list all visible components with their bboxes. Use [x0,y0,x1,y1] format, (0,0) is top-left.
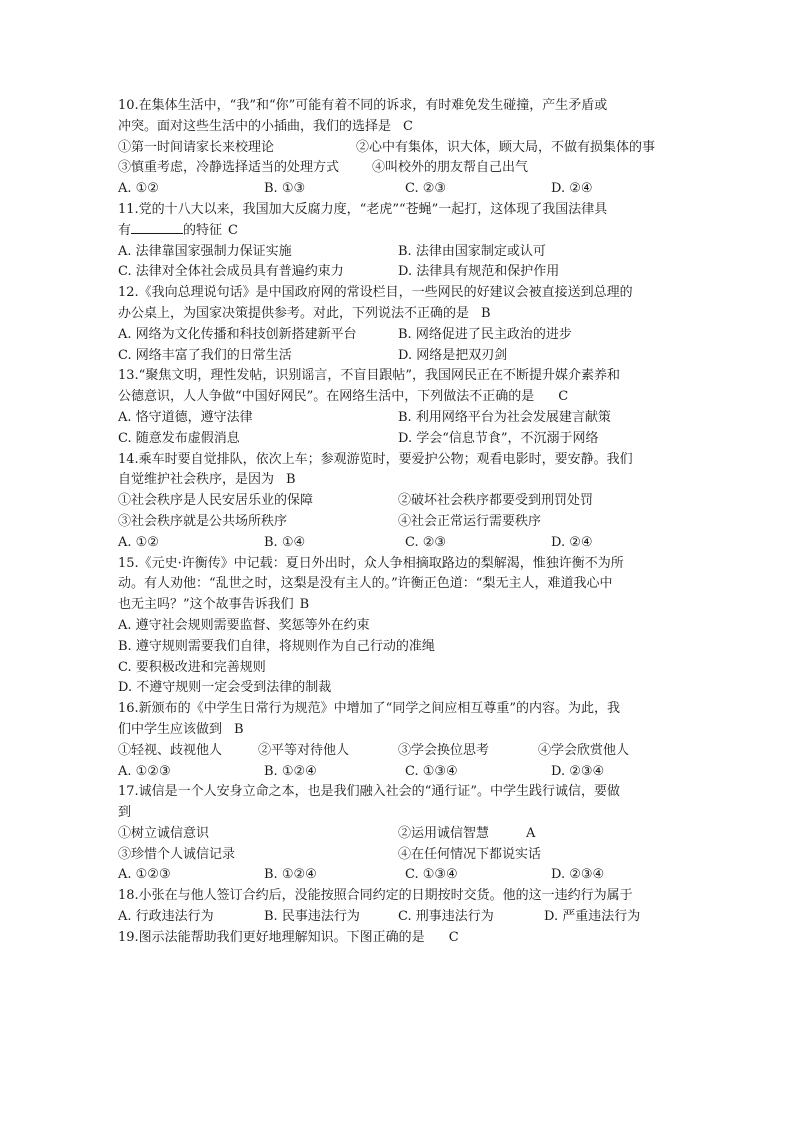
option-d: D. 严重违法行为 [544,909,641,925]
question-15-text-2: 动。有人劝他：“乱世之时，这梨是没有主人的。”许衡正色道：“梨无主人，难道我心中 [118,576,613,592]
option-c: C. ①③④ [405,763,458,779]
question-17-statements-row-2 [118,845,683,866]
option-b: B. 利用网络平台为社会发展建言献策 [398,409,611,425]
question-16-stem: 们中学生应该做到 B [118,721,244,737]
statement-2: ②心中有集体，识大体，顾大局，不做有损集体的事 [356,139,656,155]
question-14-answer: B [286,472,296,488]
option-d: D. ②③④ [551,867,605,883]
option-c: C. ①③④ [405,867,458,883]
option-b: B. ①②④ [264,763,317,779]
option-c: C. 法律对全体社会成员具有普遍约束力 [118,264,344,280]
question-15-answer: B [299,597,310,613]
question-10-text: 10.在集体生活中，“我”和“你”可能有着不同的诉求，有时难免发生碰撞，产生矛盾或 [118,98,608,113]
question-13-stem: 公德意识，人人争做“中国好网民”。在网络生活中，下列做法不正确的是 C [118,389,569,405]
question-14-text: 14.乘车时要自觉排队，依次上车；参观游览时，要爱护公物；观看电影时，要安静。我们 [118,451,633,467]
question-17-stem: 到 [118,805,132,821]
question-14-options [118,533,683,554]
option-c: C. 刑事违法行为 [398,909,494,925]
statement-3: ③社会秩序就是公共场所秩序 [118,513,288,529]
option-b: B. ①③ [264,181,306,197]
question-14-statements-row-1 [118,491,683,512]
option-b: B. ①②④ [264,867,317,883]
option-a: A. ①② [118,534,159,550]
option-a: A. ①②③ [118,867,171,883]
option-a: A. ①②③ [118,763,171,779]
option-a: A. 遵守社会规则需要监督、奖惩等外在约束 [118,617,370,633]
statement-4: ④学会欣赏他人 [538,742,630,758]
question-17-text: 17.诚信是一个人安身立命之本，也是我们融入社会的“通行证”。中学生践行诚信，要做 [118,784,620,800]
option-d: D. 网络是把双刃剑 [398,347,508,363]
question-17-options [118,865,683,886]
statement-3: ③珍惜个人诚信记录 [118,846,236,862]
statement-4: ④在任何情况下都说实话 [398,846,542,862]
question-11-options-row-2 [118,262,683,283]
option-d: D. ②④ [551,534,593,550]
question-11-text: 11.党的十八大以来，我国加大反腐力度，“老虎”“苍蝇”一起打，这体现了我国法律具 [118,201,608,217]
answer-blank [131,221,183,234]
question-16-answer: B [234,721,244,737]
statement-4: ④社会正常运行需要秩序 [398,513,542,529]
question-15-text: 15.《元史·许衡传》中记载：夏日外出时，众人争相摘取路边的梨解渴，惟独许衡不为所 [118,555,624,571]
statement-2: ②平等对待他人 [258,742,350,758]
option-d: D. ②④ [551,181,593,197]
option-c: C. 网络丰富了我们的日常生活 [118,347,292,363]
question-10-stem: 冲突。面对这些生活中的小插曲，我们的选择是 C [118,118,413,134]
question-12-options-row-1 [118,325,683,346]
option-d: D. ②③④ [551,763,605,779]
question-12-options-row-2 [118,346,683,367]
option-a: A. 法律靠国家强制力保证实施 [118,243,292,259]
question-16-options [118,762,683,783]
question-17-answer: A [526,825,536,841]
option-b: B. 法律由国家制定或认可 [398,243,546,259]
question-16-statements [118,741,683,762]
question-10-answer: C [403,118,413,134]
option-b: B. 遵守规则需要我们自律，将规则作为自己行动的准绳 [118,638,435,654]
option-c: C. ②③ [405,181,447,197]
question-11-stem: 有 的特征 C [118,222,238,238]
option-a: A. 网络为文化传播和科技创新搭建新平台 [118,326,357,342]
question-12-text: 12.《我向总理说句话》是中国政府网的常设栏目，一些网民的好建议会被直接送到总理的 [118,285,633,301]
statement-1: ①树立诚信意识 [118,825,210,841]
option-b: B. ①④ [264,534,306,550]
question-15-stem: 也无主吗？”这个故事告诉我们 B [118,597,310,613]
question-16-text: 16.新颁布的《中学生日常行为规范》中增加了“同学之间应相互尊重”的内容。为此，我 [118,701,620,717]
question-19-answer: C [448,929,459,945]
option-b: B. 网络促进了民主政治的进步 [398,326,572,342]
option-b: B. 民事违法行为 [264,909,360,925]
statement-3: ③慎重考虑，冷静选择适当的处理方式 [118,160,340,176]
question-14-stem: 自觉维护社会秩序，是因为 B [118,472,296,488]
question-13-answer: C [558,389,569,405]
statement-4: ④叫校外的朋友帮自己出气 [372,160,529,176]
question-13-options-row-2 [118,429,683,450]
question-13-text: 13.“聚焦文明，理性发帖，识别谣言，不盲目跟帖”，我国网民正在不断提升媒介素养和 [118,368,620,384]
option-a: A. ①② [118,181,159,197]
statement-2: ②运用诚信智慧 [398,825,490,841]
question-14-statements-row-2 [118,512,683,533]
question-10-statements-row-2 [118,158,683,179]
question-12-answer: B [481,305,491,321]
question-19-stem: 19.图示法能帮助我们更好地理解知识。下图正确的是 C [118,929,459,945]
statement-1: ①第一时间请家长来校理论 [118,139,275,155]
question-10-statements-row-1 [118,138,683,159]
question-10-options [118,179,683,200]
question-18-options [118,907,683,928]
question-18-text: 18.小张在与他人签订合约后，没能按照合同约定的日期按时交货。他的这一违约行为属于 [118,888,633,904]
question-17-statements-row-1 [118,824,683,845]
option-c: C. 要积极改进和完善规则 [118,659,266,675]
option-a: A. 行政违法行为 [118,909,214,925]
option-d: D. 法律具有规范和保护作用 [398,264,560,280]
question-11-options-row-1 [118,242,683,263]
question-13-options-row-1 [118,408,683,429]
option-d: D. 不遵守规则一定会受到法律的制裁 [118,680,332,696]
statement-3: ③学会换位思考 [398,742,490,758]
exam-page [118,96,683,949]
question-12-stem: 办公桌上，为国家决策提供参考。对此，下列说法不正确的是 B [118,305,491,321]
statement-1: ①社会秩序是人民安居乐业的保障 [118,493,314,509]
option-a: A. 恪守道德，遵守法律 [118,409,253,425]
statement-2: ②破坏社会秩序都要受到刑罚处罚 [398,493,594,509]
question-11-answer: C [228,222,238,238]
option-d: D. 学会“信息节食”，不沉溺于网络 [398,430,599,446]
option-c: C. ②③ [405,534,447,550]
option-c: C. 随意发布虚假消息 [118,430,240,446]
statement-1: ①轻视、歧视他人 [118,742,223,758]
